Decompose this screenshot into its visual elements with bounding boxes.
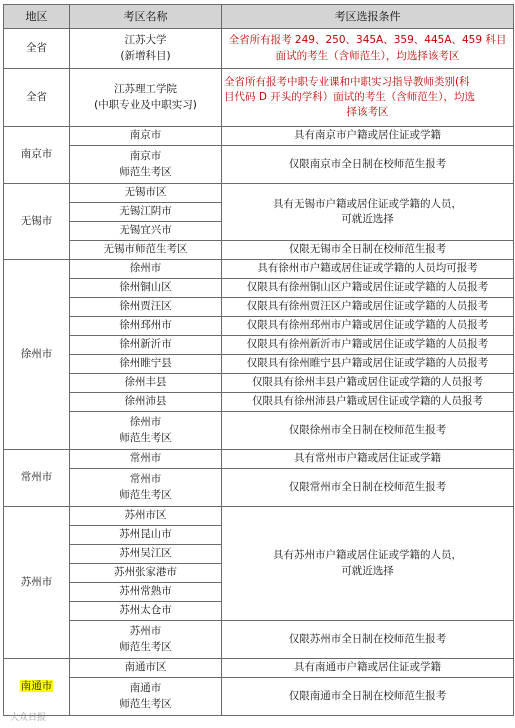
- table-row: [4, 127, 514, 146]
- condition-cell: 仅限徐州市全日制在校师范生报考: [222, 412, 514, 450]
- area-name-cell: 无锡江阴市: [70, 203, 222, 222]
- table-row: [4, 29, 514, 69]
- table-row: [4, 336, 514, 355]
- header-region: 地区: [4, 5, 70, 29]
- area-name-line: 师范生考区: [119, 431, 172, 444]
- area-name-cell: 徐州市: [70, 260, 222, 279]
- condition-cell: 仅限具有徐州睢宁县户籍或居住证或学籍的人员报考: [222, 355, 514, 374]
- area-name-cell: [70, 29, 222, 69]
- area-name-cell: 苏州张家港市: [70, 564, 222, 583]
- condition-cell: 具有南京市户籍或居住证或学籍: [222, 127, 514, 146]
- condition-line: 可就近选择: [341, 564, 394, 577]
- condition-line: 全省所有报考 249、250、345A、359、445A、459 科目: [228, 34, 507, 47]
- table-row: [4, 317, 514, 336]
- region-cell: 常州市: [4, 450, 70, 507]
- table-row: [4, 279, 514, 298]
- area-name-cell: [70, 678, 222, 716]
- watermark: 大众日报: [10, 713, 47, 723]
- table-row: [4, 355, 514, 374]
- condition-cell: 仅限具有徐州沛县户籍或居住证或学籍的人员报考: [222, 393, 514, 412]
- area-name-cell: 苏州昆山市: [70, 526, 222, 545]
- condition-cell: 仅限具有徐州丰县户籍或居住证或学籍的人员报考: [222, 374, 514, 393]
- exam-area-table: [3, 4, 514, 716]
- area-name-cell: 徐州邳州市: [70, 317, 222, 336]
- condition-line: 择该考区: [346, 106, 389, 119]
- condition-cell: 仅限南通市全日制在校师范生报考: [222, 678, 514, 716]
- area-name-cell: [70, 621, 222, 659]
- condition-cell: 仅限苏州市全日制在校师范生报考: [222, 621, 514, 659]
- table-row: [4, 184, 514, 203]
- region-cell: 全省: [4, 69, 70, 127]
- condition-cell: 具有常州市户籍或居住证或学籍: [222, 450, 514, 469]
- condition-cell: [222, 29, 514, 69]
- area-name-cell: 徐州贾汪区: [70, 298, 222, 317]
- area-name-cell: 南京市: [70, 127, 222, 146]
- area-name-line: 师范生考区: [119, 165, 172, 178]
- area-name-cell: 无锡市区: [70, 184, 222, 203]
- area-name-cell: 常州市: [70, 450, 222, 469]
- table-row: [4, 507, 514, 526]
- area-name-cell: [70, 146, 222, 184]
- area-name-line: 徐州市: [129, 416, 162, 429]
- condition-line: 全省所有报考中职专业课和中职实习指导教师类别(科: [224, 75, 470, 88]
- area-name-cell: 徐州新沂市: [70, 336, 222, 355]
- condition-cell: [222, 69, 514, 127]
- area-name-cell: 苏州吴江区: [70, 545, 222, 564]
- area-name-line: (中职专业及中职实习): [94, 98, 197, 111]
- area-name-line: 师范生考区: [119, 640, 172, 653]
- condition-cell: 仅限南京市全日制在校师范生报考: [222, 146, 514, 184]
- region-cell: 南京市: [4, 127, 70, 184]
- area-name-line: 南京市: [129, 150, 162, 163]
- condition-cell: [222, 184, 514, 241]
- condition-line: 目代码 D 开头的学科）面试的考生（含师范生），均选: [224, 90, 476, 103]
- area-name-cell: 徐州睢宁县: [70, 355, 222, 374]
- area-name-line: 江苏理工学院: [114, 83, 177, 96]
- area-name-line: 江苏大学: [124, 34, 167, 47]
- area-name-line: (新增科目): [120, 49, 171, 62]
- table-row: [4, 412, 514, 450]
- table-row: [4, 621, 514, 659]
- header-area-name: 考区名称: [70, 5, 222, 29]
- table-row: [4, 146, 514, 184]
- area-name-cell: 徐州沛县: [70, 393, 222, 412]
- header-conditions: 考区选报条件: [222, 5, 514, 29]
- area-name-cell: 徐州丰县: [70, 374, 222, 393]
- table-row: [4, 469, 514, 507]
- condition-cell: 仅限具有徐州铜山区户籍或居住证或学籍的人员报考: [222, 279, 514, 298]
- condition-cell: 具有徐州市户籍或居住证或学籍的人员均可报考: [222, 260, 514, 279]
- area-name-line: 苏州市: [129, 625, 162, 638]
- condition-cell: 仅限具有徐州邳州市户籍或居住证或学籍的人员报考: [222, 317, 514, 336]
- region-cell: 无锡市: [4, 184, 70, 260]
- condition-cell: 仅限具有徐州新沂市户籍或居住证或学籍的人员报考: [222, 336, 514, 355]
- region-cell: 全省: [4, 29, 70, 69]
- condition-line: 具有无锡市户籍或居住证或学籍的人员，: [273, 197, 462, 210]
- condition-cell: 具有南通市户籍或居住证或学籍: [222, 659, 514, 678]
- table-row: [4, 678, 514, 716]
- area-name-cell: 苏州市区: [70, 507, 222, 526]
- condition-cell: [222, 507, 514, 621]
- condition-cell: 仅限具有徐州贾汪区户籍或居住证或学籍的人员报考: [222, 298, 514, 317]
- condition-line: 面试的考生（含师范生），均选择该考区: [275, 49, 460, 62]
- area-name-cell: [70, 469, 222, 507]
- table-row: [4, 298, 514, 317]
- table-row: [4, 659, 514, 678]
- area-name-cell: 徐州铜山区: [70, 279, 222, 298]
- area-name-cell: 苏州常熟市: [70, 583, 222, 602]
- area-name-cell: [70, 69, 222, 127]
- region-cell: 苏州市: [4, 507, 70, 659]
- table-row: [4, 260, 514, 279]
- condition-cell: 仅限常州市全日制在校师范生报考: [222, 469, 514, 507]
- area-name-cell: 无锡宜兴市: [70, 222, 222, 241]
- area-name-line: 南通市: [129, 682, 162, 695]
- highlighted-region: 南通市: [20, 680, 53, 693]
- table-row: [4, 69, 514, 127]
- condition-line: 具有苏州市户籍或居住证或学籍的人员，: [273, 549, 462, 562]
- area-name-line: 师范生考区: [119, 697, 172, 710]
- area-name-line: 常州市: [129, 473, 162, 486]
- area-name-cell: [70, 412, 222, 450]
- table-row: [4, 393, 514, 412]
- region-cell: 徐州市: [4, 260, 70, 450]
- area-name-cell: 南通市区: [70, 659, 222, 678]
- table-row: [4, 450, 514, 469]
- condition-cell: 仅限无锡市全日制在校师范生报考: [222, 241, 514, 260]
- area-name-line: 师范生考区: [119, 488, 172, 501]
- table-header-row: [4, 5, 514, 29]
- area-name-cell: 无锡市师范生考区: [70, 241, 222, 260]
- table-row: [4, 374, 514, 393]
- region-cell: [4, 659, 70, 716]
- condition-line: 可就近选择: [341, 213, 394, 225]
- area-name-cell: 苏州太仓市: [70, 602, 222, 621]
- table-row: [4, 241, 514, 260]
